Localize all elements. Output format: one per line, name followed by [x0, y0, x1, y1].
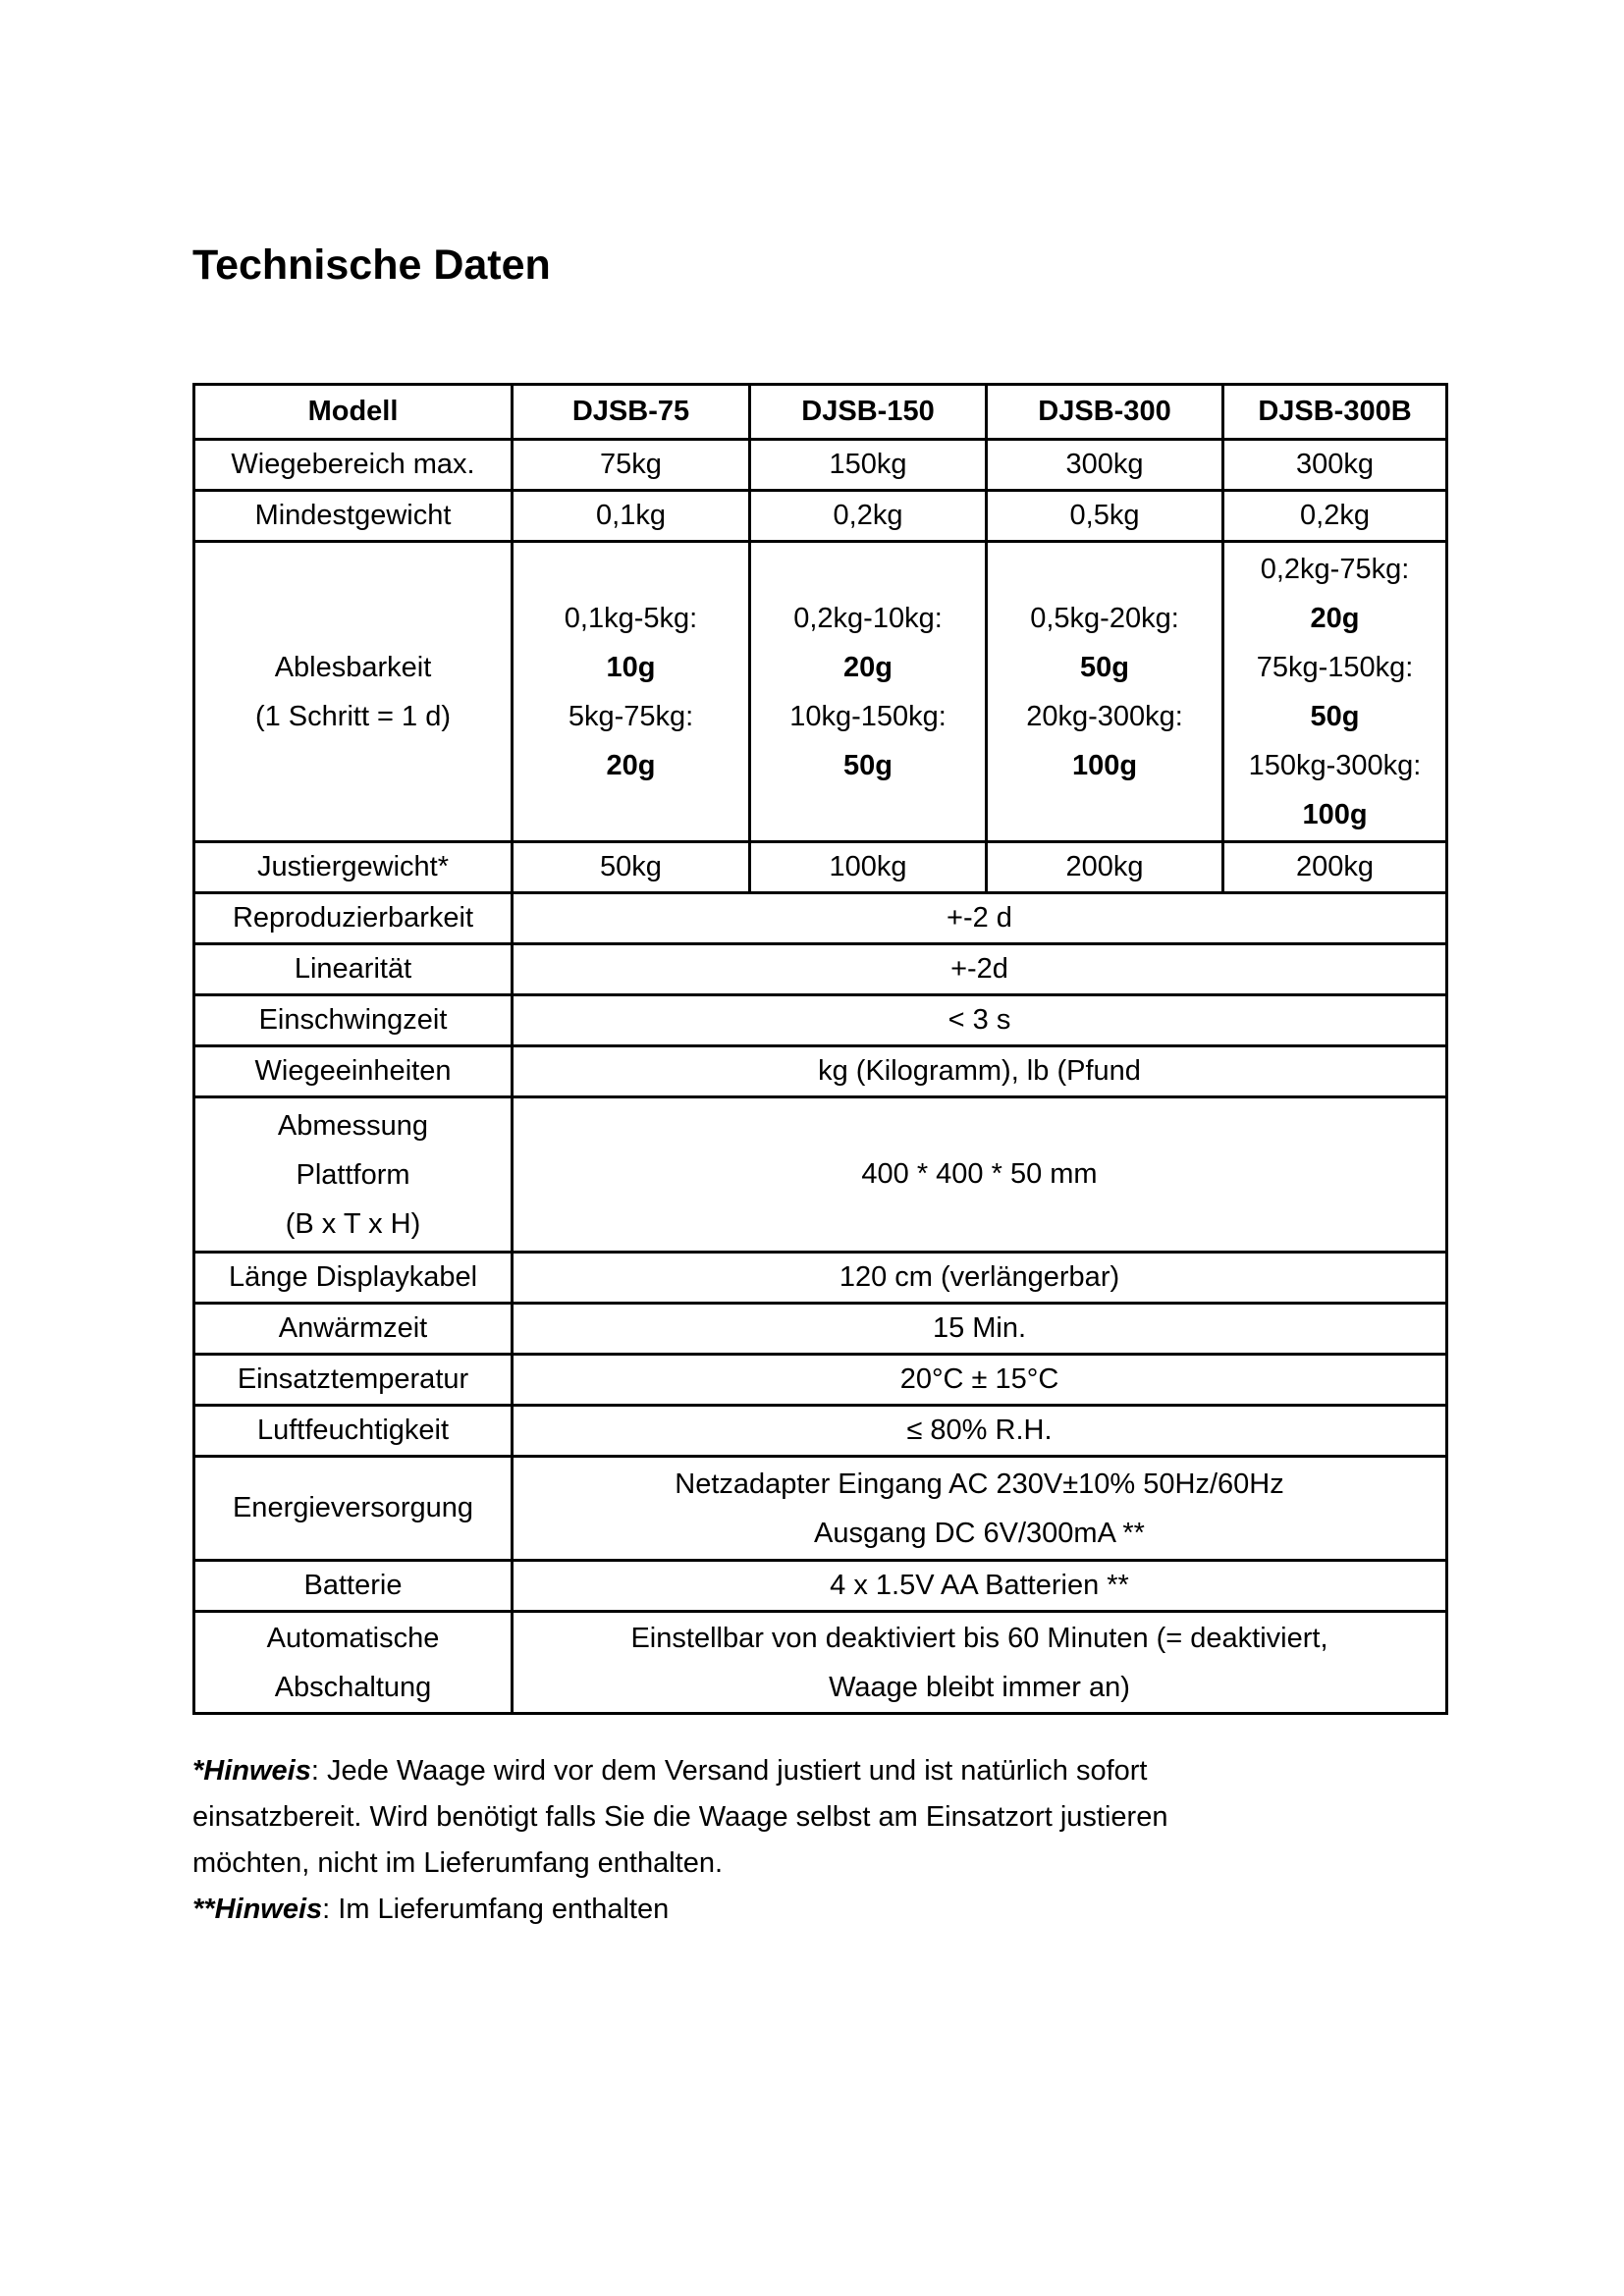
cell-value: 300kg [987, 440, 1223, 491]
cell-value: 0,2kg [750, 491, 987, 542]
row-label: Länge Displaykabel [194, 1253, 513, 1304]
cell-value: 150kg [750, 440, 987, 491]
cell-value: 0,2kg-10kg: 20g 10kg-150kg: 50g [750, 542, 987, 842]
footnote-2 [192, 1887, 1498, 1933]
cell-value: 75kg [513, 440, 750, 491]
header-cell-djsb-75: DJSB-75 [513, 385, 750, 440]
row-wiegeeinheiten [194, 1046, 1447, 1097]
cell-value: 400 * 400 * 50 mm [513, 1097, 1447, 1253]
header-cell-djsb-300b: DJSB-300B [1223, 385, 1447, 440]
cell-value: 0,1kg [513, 491, 750, 542]
row-einschwingzeit [194, 995, 1447, 1046]
row-label: Ablesbarkeit (1 Schritt = 1 d) [194, 542, 513, 842]
cell-value: 0,5kg [987, 491, 1223, 542]
row-label: Einsatztemperatur [194, 1355, 513, 1406]
row-ablesbarkeit [194, 542, 1447, 842]
row-label: Einschwingzeit [194, 995, 513, 1046]
row-einsatztemperatur [194, 1355, 1447, 1406]
footnote-1-line3: möchten, nicht im Lieferumfang enthalten. [192, 1847, 724, 1879]
footnotes [192, 1748, 1498, 1933]
spec-table [192, 383, 1448, 1715]
cell-value: ≤ 80% R.H. [513, 1406, 1447, 1457]
cell-value: +-2 d [513, 893, 1447, 944]
footnote-2-prefix: **Hinweis [192, 1894, 323, 1925]
row-label: Abmessung Plattform (B x T x H) [194, 1097, 513, 1253]
row-wiegebereich [194, 440, 1447, 491]
row-mindestgewicht [194, 491, 1447, 542]
cell-value: 100kg [750, 842, 987, 893]
row-label: Justiergewicht* [194, 842, 513, 893]
row-label: Anwärmzeit [194, 1304, 513, 1355]
row-label: Luftfeuchtigkeit [194, 1406, 513, 1457]
row-abschaltung [194, 1612, 1447, 1714]
footnote-1-line2: einsatzbereit. Wird benötigt falls Sie die Waage selbst am Einsatzort justieren [192, 1801, 1168, 1833]
row-label: Reproduzierbarkeit [194, 893, 513, 944]
cell-value: 0,2kg [1223, 491, 1447, 542]
header-cell-djsb-300: DJSB-300 [987, 385, 1223, 440]
row-abmessung [194, 1097, 1447, 1253]
footnote-1 [192, 1748, 1498, 1887]
header-cell-modell: Modell [194, 385, 513, 440]
row-label: Energieversorgung [194, 1457, 513, 1561]
row-energieversorgung [194, 1457, 1447, 1561]
row-label: Wiegeeinheiten [194, 1046, 513, 1097]
cell-value: 50kg [513, 842, 750, 893]
cell-value: +-2d [513, 944, 1447, 995]
cell-value: Netzadapter Eingang AC 230V±10% 50Hz/60Hz Ausgang DC 6V/300mA ** [513, 1457, 1447, 1561]
cell-value: 300kg [1223, 440, 1447, 491]
row-anwaermzeit [194, 1304, 1447, 1355]
row-label: Linearität [194, 944, 513, 995]
cell-value: Einstellbar von deaktiviert bis 60 Minuten (= deaktiviert, Waage bleibt immer an) [513, 1612, 1447, 1714]
row-reproduzierbarkeit [194, 893, 1447, 944]
row-label: Mindestgewicht [194, 491, 513, 542]
table-header-row [194, 385, 1447, 440]
cell-value: 200kg [987, 842, 1223, 893]
cell-value: kg (Kilogramm), lb (Pfund [513, 1046, 1447, 1097]
cell-value: 4 x 1.5V AA Batterien ** [513, 1561, 1447, 1612]
row-label: Automatische Abschaltung [194, 1612, 513, 1714]
cell-value: < 3 s [513, 995, 1447, 1046]
row-luftfeuchtigkeit [194, 1406, 1447, 1457]
cell-value: 0,1kg-5kg: 10g 5kg-75kg: 20g [513, 542, 750, 842]
row-displaykabel [194, 1253, 1447, 1304]
row-label: Batterie [194, 1561, 513, 1612]
row-linearitaet [194, 944, 1447, 995]
page-title: Technische Daten [192, 241, 551, 289]
cell-value: 0,2kg-75kg: 20g 75kg-150kg: 50g 150kg-300kg: 100g [1223, 542, 1447, 842]
row-justiergewicht [194, 842, 1447, 893]
cell-value: 200kg [1223, 842, 1447, 893]
row-batterie [194, 1561, 1447, 1612]
cell-value: 15 Min. [513, 1304, 1447, 1355]
header-cell-djsb-150: DJSB-150 [750, 385, 987, 440]
footnote-1-prefix: *Hinweis [192, 1755, 311, 1787]
footnote-2-line1: : Im Lieferumfang enthalten [322, 1894, 670, 1925]
footnote-1-line1: : Jede Waage wird vor dem Versand justiert und ist natürlich sofort [310, 1755, 1148, 1787]
cell-value: 120 cm (verlängerbar) [513, 1253, 1447, 1304]
row-label: Wiegebereich max. [194, 440, 513, 491]
cell-value: 20°C ± 15°C [513, 1355, 1447, 1406]
cell-value: 0,5kg-20kg: 50g 20kg-300kg: 100g [987, 542, 1223, 842]
